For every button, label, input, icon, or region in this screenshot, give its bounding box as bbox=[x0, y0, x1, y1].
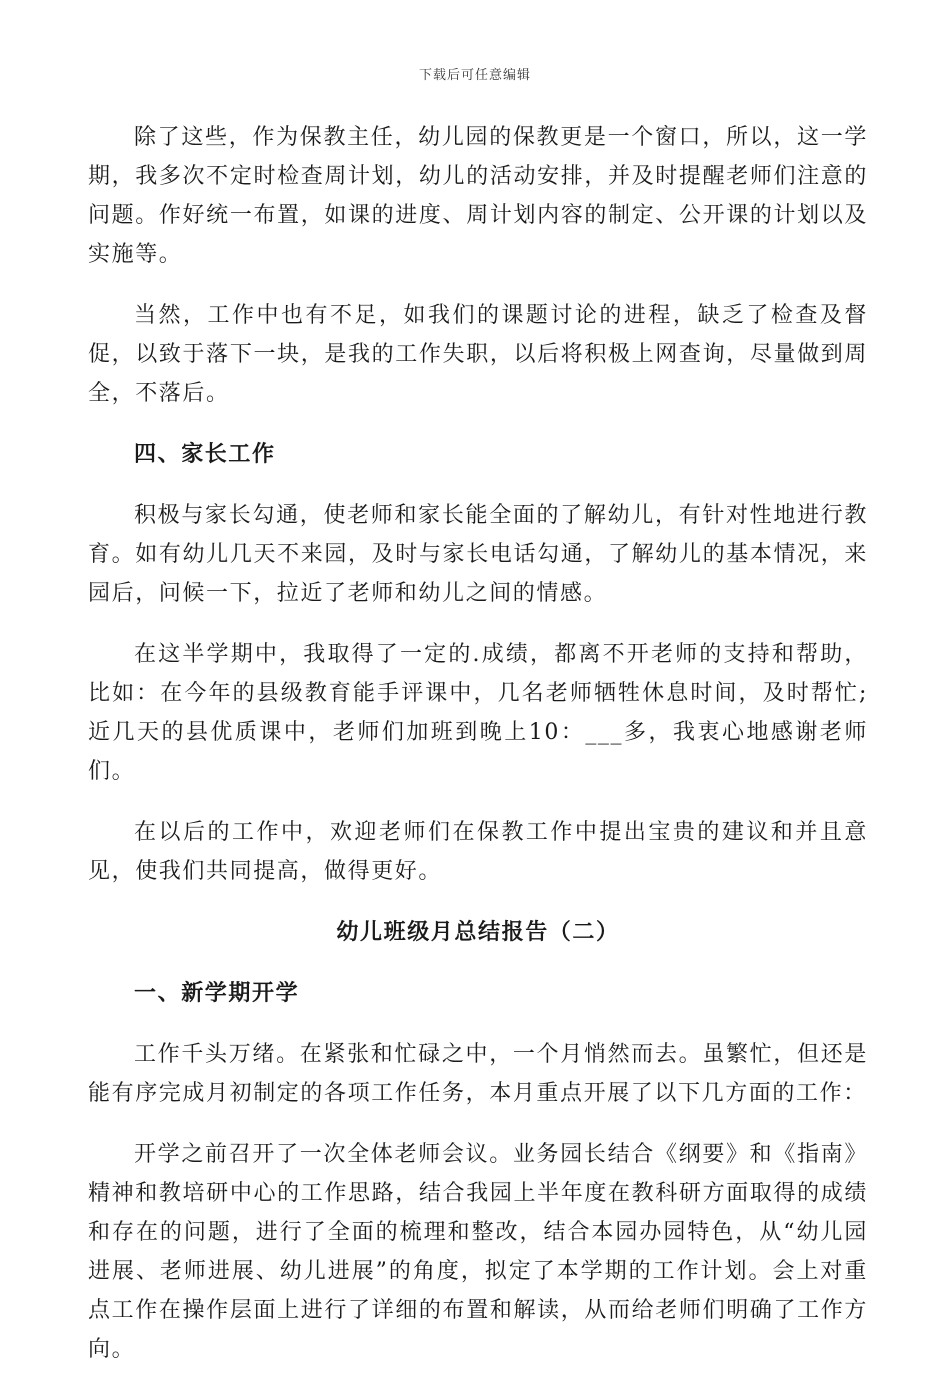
section-heading-parent-work: 四、家长工作 bbox=[134, 441, 276, 467]
paragraph-parent-communication: 积极与家长勾通，使老师和家长能全面的了解幼儿，有针对性地进行教育。如有幼儿几天不来园，及时与家长电话勾通，了解幼儿的基本情况，来园后，问候一下，拉近了老师和幼儿之间的情感。 bbox=[88, 503, 868, 606]
paragraph-achievements: 在这半学期中，我取得了一定的.成绩，都离不开老师的支持和帮助，比如：在今年的县级教育能手评课中，几名老师牺牲休息时间，及时帮忙;近几天的县优质课中，老师们加班到晚上10：___多，我衷心地感谢老师们。 bbox=[88, 642, 868, 784]
paragraph-shortcomings: 当然，工作中也有不足，如我们的课题讨论的进程，缺乏了检查及督促，以致于落下一块，是我的工作失职，以后将积极上网查询，尽量做到周全，不落后。 bbox=[88, 303, 868, 406]
paragraph-future-work: 在以后的工作中，欢迎老师们在保教工作中提出宝贵的建议和并且意见，使我们共同提高，做得更好。 bbox=[88, 820, 868, 884]
section-heading-new-semester: 一、新学期开学 bbox=[134, 980, 300, 1006]
paragraph-month-summary: 工作千头万绪。在紧张和忙碌之中，一个月悄然而去。虽繁忙，但还是能有序完成月初制定的各项工作任务，本月重点开展了以下几方面的工作： bbox=[88, 1042, 868, 1106]
report-title: 幼儿班级月总结报告（二） bbox=[336, 919, 620, 945]
document-body bbox=[88, 118, 868, 1391]
paragraph-inspection: 除了这些，作为保教主任，幼儿园的保教更是一个窗口，所以，这一学期，我多次不定时检查周计划，幼儿的活动安排，并及时提醒老师们注意的问题。作好统一布置，如课的进度、周计划内容的制定、公开课的计划以及实施等。 bbox=[88, 125, 868, 267]
header-note: 下载后可任意编辑 bbox=[418, 68, 531, 83]
paragraph-staff-meeting: 开学之前召开了一次全体老师会议。业务园长结合《纲要》和《指南》精神和教培研中心的工作思路，结合我园上半年度在教科研方面取得的成绩和存在的问题，进行了全面的梳理和整改，结合本园办园特色，从“幼儿园进展、老师进展、幼儿进展”的角度，拟定了本学期的工作计划。会上对重点工作在操作层面上进行了详细的布置和解读，从而给老师们明确了工作方向。 bbox=[88, 1142, 868, 1362]
